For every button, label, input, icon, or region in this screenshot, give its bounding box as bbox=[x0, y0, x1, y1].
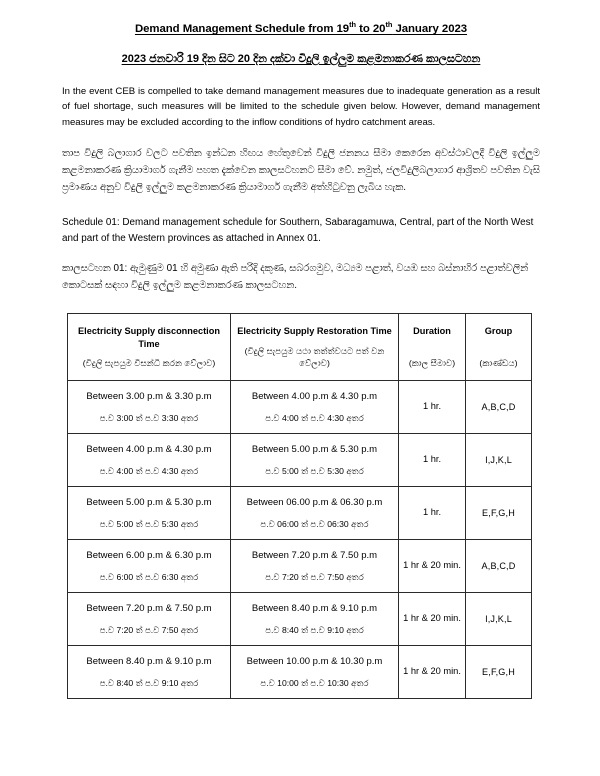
title-middle: to bbox=[355, 23, 373, 35]
cell-disconnection-time bbox=[68, 646, 231, 699]
cell-disconnection-time bbox=[68, 434, 231, 487]
cell-group: E,F,G,H bbox=[466, 646, 532, 699]
disconnection-time-en: Between 4.00 p.m & 4.30 p.m bbox=[86, 443, 212, 455]
column-header-disconnection-time-en: Electricity Supply disconnection Time bbox=[78, 325, 220, 350]
intro-paragraph-english: In the event CEB is compelled to take demand management measures due to inadequate generation as a result of fuel shortage, such measures will be limited to the schedule given below. However, demand management measures may be excluded according to the inflow conditions of hydro catchment areas. bbox=[62, 85, 540, 128]
column-header-group-en: Group bbox=[484, 325, 513, 336]
disconnection-time-si: ප.ව 6:00 ත් ප.ව 6:30 අතර bbox=[99, 572, 199, 583]
title-day-first: 19 bbox=[336, 23, 350, 35]
demand-management-schedule-table bbox=[67, 313, 532, 699]
column-header-group bbox=[466, 314, 532, 381]
restoration-time-si: ප.ව 7:20 ත් ප.ව 7:50 අතර bbox=[265, 572, 364, 583]
cell-duration: 1 hr & 20 min. bbox=[399, 593, 466, 646]
cell-group: I,J,K,L bbox=[466, 593, 532, 646]
schedule-description-english: Schedule 01: Demand management schedule for Southern, Sabaragamuwa, Central, part of the North West and part of the Western provinces as attached in Annex 01. bbox=[62, 217, 534, 245]
schedule-description-sinhala: කාලසටහන 01: ඇමුණුම 01 හි අමුණා ඇති පරිදි දකුණ, සබරගමුව, මධ්‍යම පළාත්, වයඹ සහ බස්නාහිර පළාත්වලින් කොටසක් සඳහා විදුලි ඉල්ලුම කළමනාකරණ කාලසටහන. bbox=[62, 263, 529, 292]
cell-restoration-time bbox=[231, 381, 399, 434]
column-header-restoration-time-si: (විදුලි සැපයුම යථා තත්ත්වයට පත් වන වේලාව) bbox=[244, 345, 385, 368]
restoration-time-en: Between 7.20 p.m & 7.50 p.m bbox=[251, 549, 378, 561]
disconnection-time-si: ප.ව 8:40 ත් ප.ව 9:10 අතර bbox=[99, 678, 199, 689]
column-header-duration-si: (කාල සීමාව) bbox=[408, 358, 456, 369]
title-ordinal-second: th bbox=[385, 20, 393, 30]
disconnection-time-si: ප.ව 4:00 ත් ප.ව 4:30 අතර bbox=[99, 466, 199, 477]
cell-duration: 1 hr. bbox=[399, 487, 466, 540]
cell-group: E,F,G,H bbox=[466, 487, 532, 540]
table-row bbox=[68, 540, 532, 593]
column-header-duration-en: Duration bbox=[413, 325, 451, 336]
column-header-duration bbox=[399, 314, 466, 381]
cell-restoration-time bbox=[231, 434, 399, 487]
cell-disconnection-time bbox=[68, 381, 231, 434]
disconnection-time-en: Between 8.40 p.m & 9.10 p.m bbox=[86, 655, 212, 667]
cell-disconnection-time bbox=[68, 593, 231, 646]
cell-restoration-time bbox=[231, 593, 399, 646]
cell-disconnection-time bbox=[68, 487, 231, 540]
table-header-row bbox=[68, 314, 532, 381]
cell-duration: 1 hr. bbox=[399, 381, 466, 434]
title-prefix: Demand Management Schedule from bbox=[134, 23, 337, 35]
title-ordinal-first: th bbox=[349, 20, 356, 30]
table-row bbox=[68, 646, 532, 699]
title-suffix: January 2023 bbox=[392, 23, 468, 35]
table-body bbox=[68, 381, 532, 699]
disconnection-time-si: ප.ව 7:20 ත් ප.ව 7:50 අතර bbox=[99, 625, 199, 636]
cell-group: I,J,K,L bbox=[466, 434, 532, 487]
restoration-time-si: ප.ව 10:00 ත් ප.ව 10:30 අතර bbox=[260, 678, 369, 689]
cell-duration: 1 hr & 20 min. bbox=[399, 540, 466, 593]
table-row bbox=[68, 487, 532, 540]
restoration-time-si: ප.ව 8:40 ත් ප.ව 9:10 අතර bbox=[265, 625, 364, 636]
cell-restoration-time bbox=[231, 540, 399, 593]
restoration-time-si: ප.ව 06:00 ත් ප.ව 06:30 අතර bbox=[260, 519, 369, 530]
column-header-group-si: (කාණ්ඩය) bbox=[479, 358, 518, 369]
column-header-restoration-time bbox=[231, 314, 399, 381]
cell-restoration-time bbox=[231, 646, 399, 699]
cell-restoration-time bbox=[231, 487, 399, 540]
disconnection-time-en: Between 7.20 p.m & 7.50 p.m bbox=[86, 602, 212, 614]
table-row bbox=[68, 434, 532, 487]
restoration-time-si: ප.ව 5:00 ත් ප.ව 5:30 අතර bbox=[265, 466, 364, 477]
intro-paragraph-sinhala: තාප විදුලි බලාගාර වලට පවතින ඉන්ධන හිඟය හේතුවෙන් විදුලි ජනනය සීමා කෙරෙන අවස්ථාවලදී විදුලි ඉල්ලුම කළමනාකරණ ක්‍රියාමාර්ග ගැනීම පහත දැක්වෙන කාලසටහනට සීමා වේ. නමුත්, ජලවිදුලිබලාගාර ආශ්‍රිතව පවතින වැසි ප්‍රමාණය අනුව විදුලි ඉල්ලුම කළමනාකරණ ක්‍රියාමාර්ග ගැනීම අත්හිටුවනු ලැබිය හැක. bbox=[62, 148, 540, 194]
cell-duration: 1 hr. bbox=[399, 434, 466, 487]
restoration-time-en: Between 10.00 p.m & 10.30 p.m bbox=[246, 655, 383, 667]
column-header-restoration-time-en: Electricity Supply Restoration Time bbox=[237, 326, 392, 337]
document-title-english bbox=[62, 22, 540, 37]
disconnection-time-en: Between 5.00 p.m & 5.30 p.m bbox=[86, 496, 212, 508]
disconnection-time-si: ප.ව 3:00 ත් ප.ව 3:30 අතර bbox=[99, 413, 199, 424]
table-header bbox=[68, 314, 532, 381]
title-day-second: 20 bbox=[372, 23, 386, 35]
column-header-disconnection-time-si: (විදුලි සැපයුම විසන්ධි කරන වේලාව) bbox=[82, 358, 216, 369]
table-row bbox=[68, 381, 532, 434]
cell-group: A,B,C,D bbox=[466, 540, 532, 593]
cell-duration: 1 hr & 20 min. bbox=[399, 646, 466, 699]
disconnection-time-en: Between 6.00 p.m & 6.30 p.m bbox=[86, 549, 212, 561]
document-title-sinhala: 2023 ජනවාරි 19 දින සිට 20 දින දක්වා විදුලි ඉල්ලුම කළමනාකරණ කාලසටහන bbox=[121, 52, 481, 65]
disconnection-time-en: Between 3.00 p.m & 3.30 p.m bbox=[86, 390, 212, 402]
restoration-time-en: Between 06.00 p.m & 06.30 p.m bbox=[246, 496, 383, 508]
restoration-time-en: Between 8.40 p.m & 9.10 p.m bbox=[251, 602, 378, 614]
disconnection-time-si: ප.ව 5:00 ත් ප.ව 5:30 අතර bbox=[99, 519, 199, 530]
cell-disconnection-time bbox=[68, 540, 231, 593]
restoration-time-en: Between 5.00 p.m & 5.30 p.m bbox=[251, 443, 378, 455]
table-row bbox=[68, 593, 532, 646]
restoration-time-si: ප.ව 4:00 ත් ප.ව 4:30 අතර bbox=[265, 413, 364, 424]
cell-group: A,B,C,D bbox=[466, 381, 532, 434]
restoration-time-en: Between 4.00 p.m & 4.30 p.m bbox=[251, 390, 378, 402]
column-header-disconnection-time bbox=[68, 314, 231, 381]
